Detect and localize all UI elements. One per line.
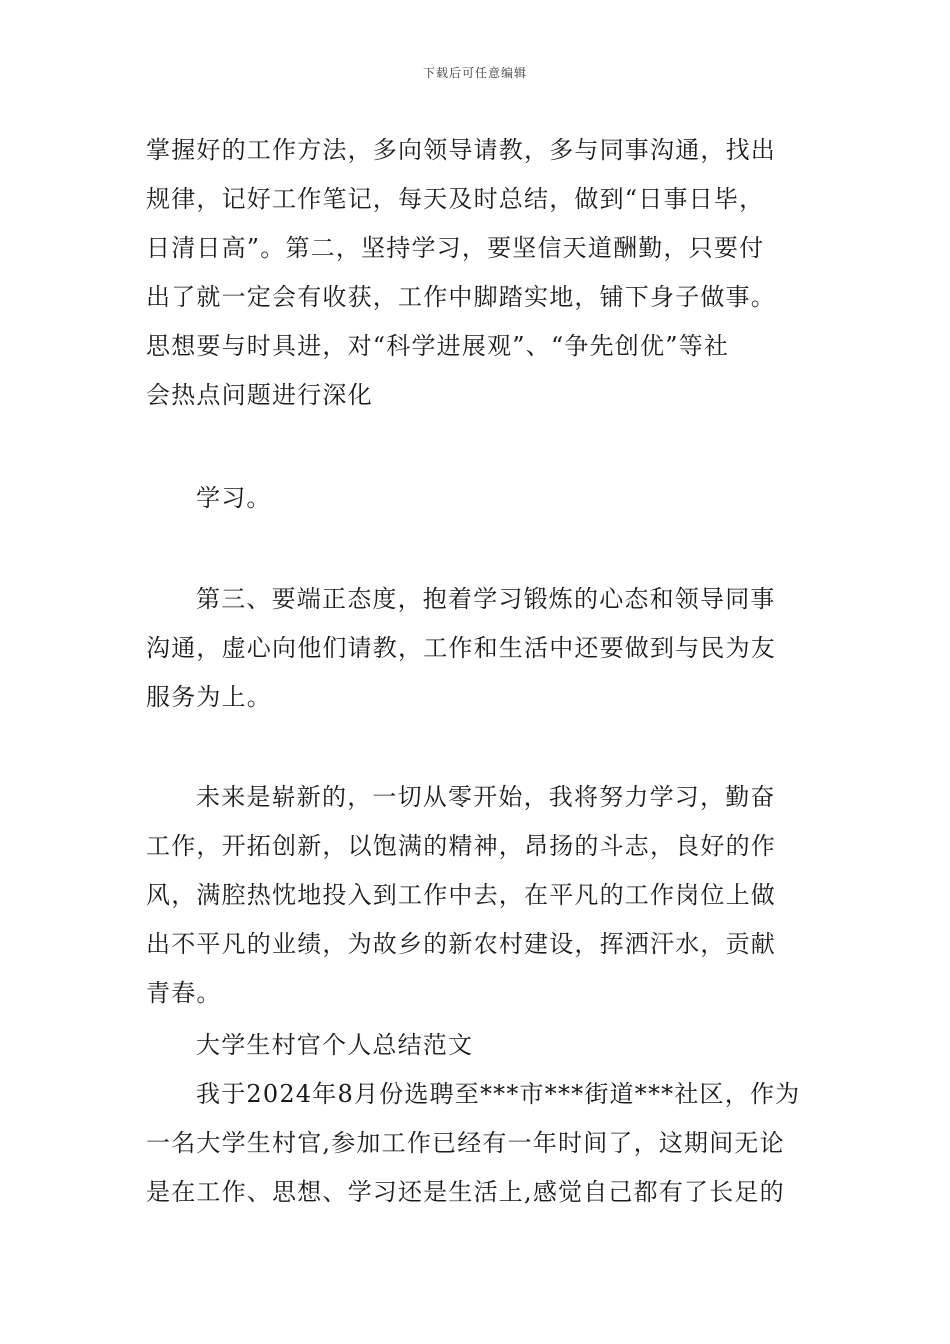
text-line: 沟通，虚心向他们请教，工作和生活中还要做到与民为友	[146, 634, 776, 662]
text-line: 会热点问题进行深化	[146, 381, 373, 409]
paragraph-methods	[146, 126, 808, 420]
text-line: 出了就一定会有收获，工作中脚踏实地，铺下身子做事。	[146, 283, 776, 311]
section-title-block	[146, 1021, 808, 1070]
text-line: 工作，开拓创新，以饱满的精神，昂扬的斗志，良好的作	[146, 832, 776, 860]
paragraph-future	[146, 773, 808, 1018]
text-line: 一名大学生村官,参加工作已经有一年时间了，这期间无论	[146, 1129, 785, 1157]
text-line: 未来是崭新的，一切从零开始，我将努力学习，勤奋	[196, 783, 776, 811]
paragraph-intro	[146, 1070, 808, 1217]
text-line: 学习。	[196, 484, 272, 512]
text-line: 掌握好的工作方法，多向领导请教，多与同事沟通，找出	[146, 136, 776, 164]
text-line: 规律，记好工作笔记，每天及时总结，做到“日事日毕，	[146, 185, 765, 213]
paragraph-study	[146, 474, 808, 523]
paragraph-attitude	[146, 575, 808, 722]
text-line: 日清日高”。第二，坚持学习，要坚信天道酬勤，只要付	[146, 234, 765, 262]
text-line: 我于2024年8月份选聘至***市***街道***社区，作为	[196, 1080, 801, 1108]
section-title: 大学生村官个人总结范文	[196, 1031, 474, 1059]
page-header: 下载后可任意编辑	[422, 66, 527, 80]
text-line: 风，满腔热忱地投入到工作中去，在平凡的工作岗位上做	[146, 881, 776, 909]
text-line: 出不平凡的业绩，为故乡的新农村建设，挥洒汗水，贡献	[146, 930, 776, 958]
text-line: 是在工作、思想、学习还是生活上,感觉自己都有了长足的	[146, 1178, 785, 1206]
text-line: 服务为上。	[146, 683, 272, 711]
text-line: 第三、要端正态度，抱着学习锻炼的心态和领导同事	[196, 585, 776, 613]
text-line: 青春。	[146, 979, 222, 1007]
text-line: 思想要与时具进，对“科学进展观”、“争先创优”等社	[146, 332, 730, 360]
